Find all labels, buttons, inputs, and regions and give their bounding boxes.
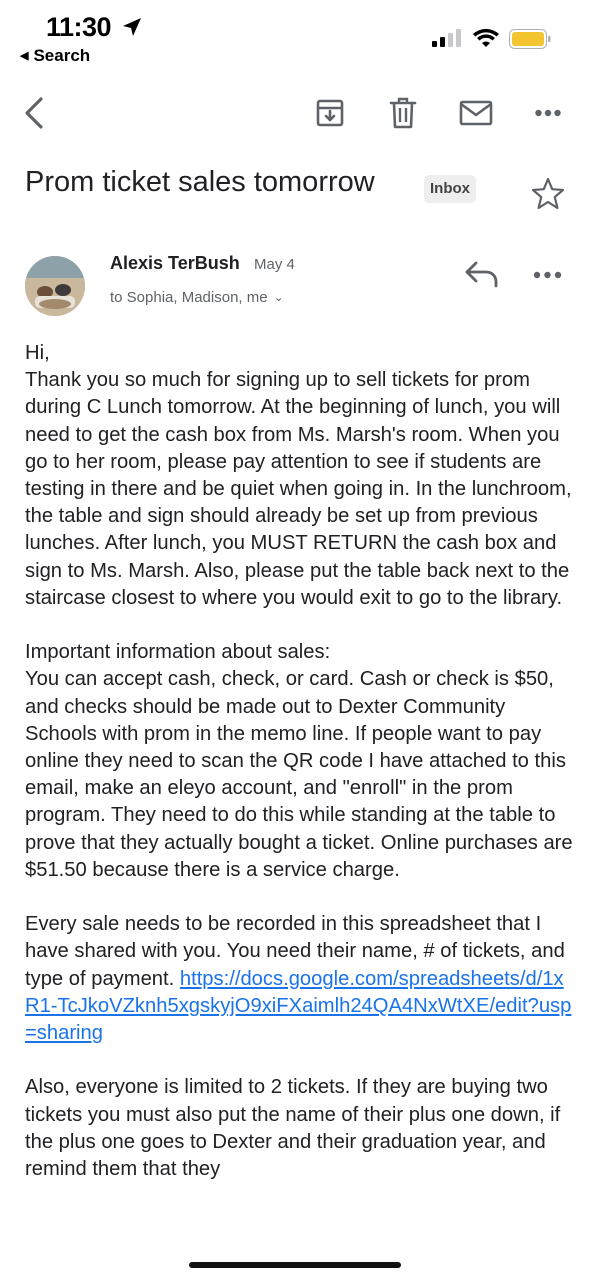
reply-icon[interactable] [462,257,502,293]
back-app-label: Search [33,46,91,65]
back-triangle-icon: ◀ [20,50,29,62]
clock-time: 11:30 [46,12,112,42]
avatar-photo [25,256,85,316]
sender-name: Alexis TerBush [110,253,240,273]
chevron-down-icon: ⌄ [273,290,284,304]
back-arrow-icon [22,96,46,130]
star-icon[interactable] [530,176,566,212]
recipients-toggle[interactable] [110,289,284,306]
mark-unread-button[interactable] [454,85,498,141]
message-toolbar [0,85,591,145]
mail-icon [459,100,493,126]
email-body [25,340,575,1210]
archive-button[interactable] [308,85,352,141]
home-indicator[interactable] [189,1262,401,1268]
wifi-icon [472,27,500,49]
back-button[interactable] [12,85,56,141]
status-bar [0,0,591,75]
battery-icon [509,29,551,49]
sender-avatar[interactable] [25,256,85,316]
trash-icon [389,97,417,129]
cellular-signal-icon [432,29,464,47]
archive-icon [315,98,345,128]
delete-button[interactable] [381,85,425,141]
back-to-app-button[interactable] [20,46,90,66]
body-paragraph-1: Thank you so much for signing up to sell tickets for prom during C Lunch tomorrow. At the beginning of lunch, you will need to get the cash box from Ms. Marsh's room. When you go to her room, please pay attention to see if students are testing in there and be quiet when going in. In the lunchroom, the table and sign should already be set up from previous lunches. After lunch, you MUST RETURN the cash box and sign to Ms. Marsh. Also, please put the table back next to the staircase closest to where you would exit to go to the library. [25,369,572,609]
body-paragraph-3-text: Every sale needs to be recorded in this spreadsheet that I have shared with you. You need their name, # of tickets, and type of payment. [25,913,565,990]
message-more-icon[interactable] [528,260,568,290]
more-options-button[interactable] [526,85,570,141]
email-subject: Prom ticket sales tomorrow [25,166,375,198]
recipients-text: to Sophia, Madison, me [110,289,268,306]
greeting: Hi, [25,342,50,364]
body-paragraph-3 [25,911,575,1047]
body-paragraph-4: Also, everyone is limited to 2 tickets. If they are buying two tickets you must also put the name of their plus one down, if the plus one goes to Dexter and their graduation year, and remind them that they [25,1076,561,1181]
email-date: May 4 [254,256,295,273]
body-paragraph-2: Important information about sales: You can accept cash, check, or card. Cash or check is $50, and checks should be made out to Dexter Community Schools with prom in the memo line. If people want to pay online they need to scan the QR code I have attached to this email, make an eleyo account, and "enroll" in the prom program. They need to do this while standing at the table to prove that they actually bought a ticket. Online purchases are $51.50 because there is a service charge. [25,641,573,881]
location-arrow-icon [120,15,144,39]
inbox-label-badge[interactable]: Inbox [424,175,476,203]
spreadsheet-link[interactable]: https://docs.google.com/spreadsheets/d/1xR1-TcJkoVZknh5xgskyjO9xiFXaimlh24QA4NxWtXE/edit?usp=sharing [25,967,572,1045]
more-horizontal-icon [535,109,561,117]
